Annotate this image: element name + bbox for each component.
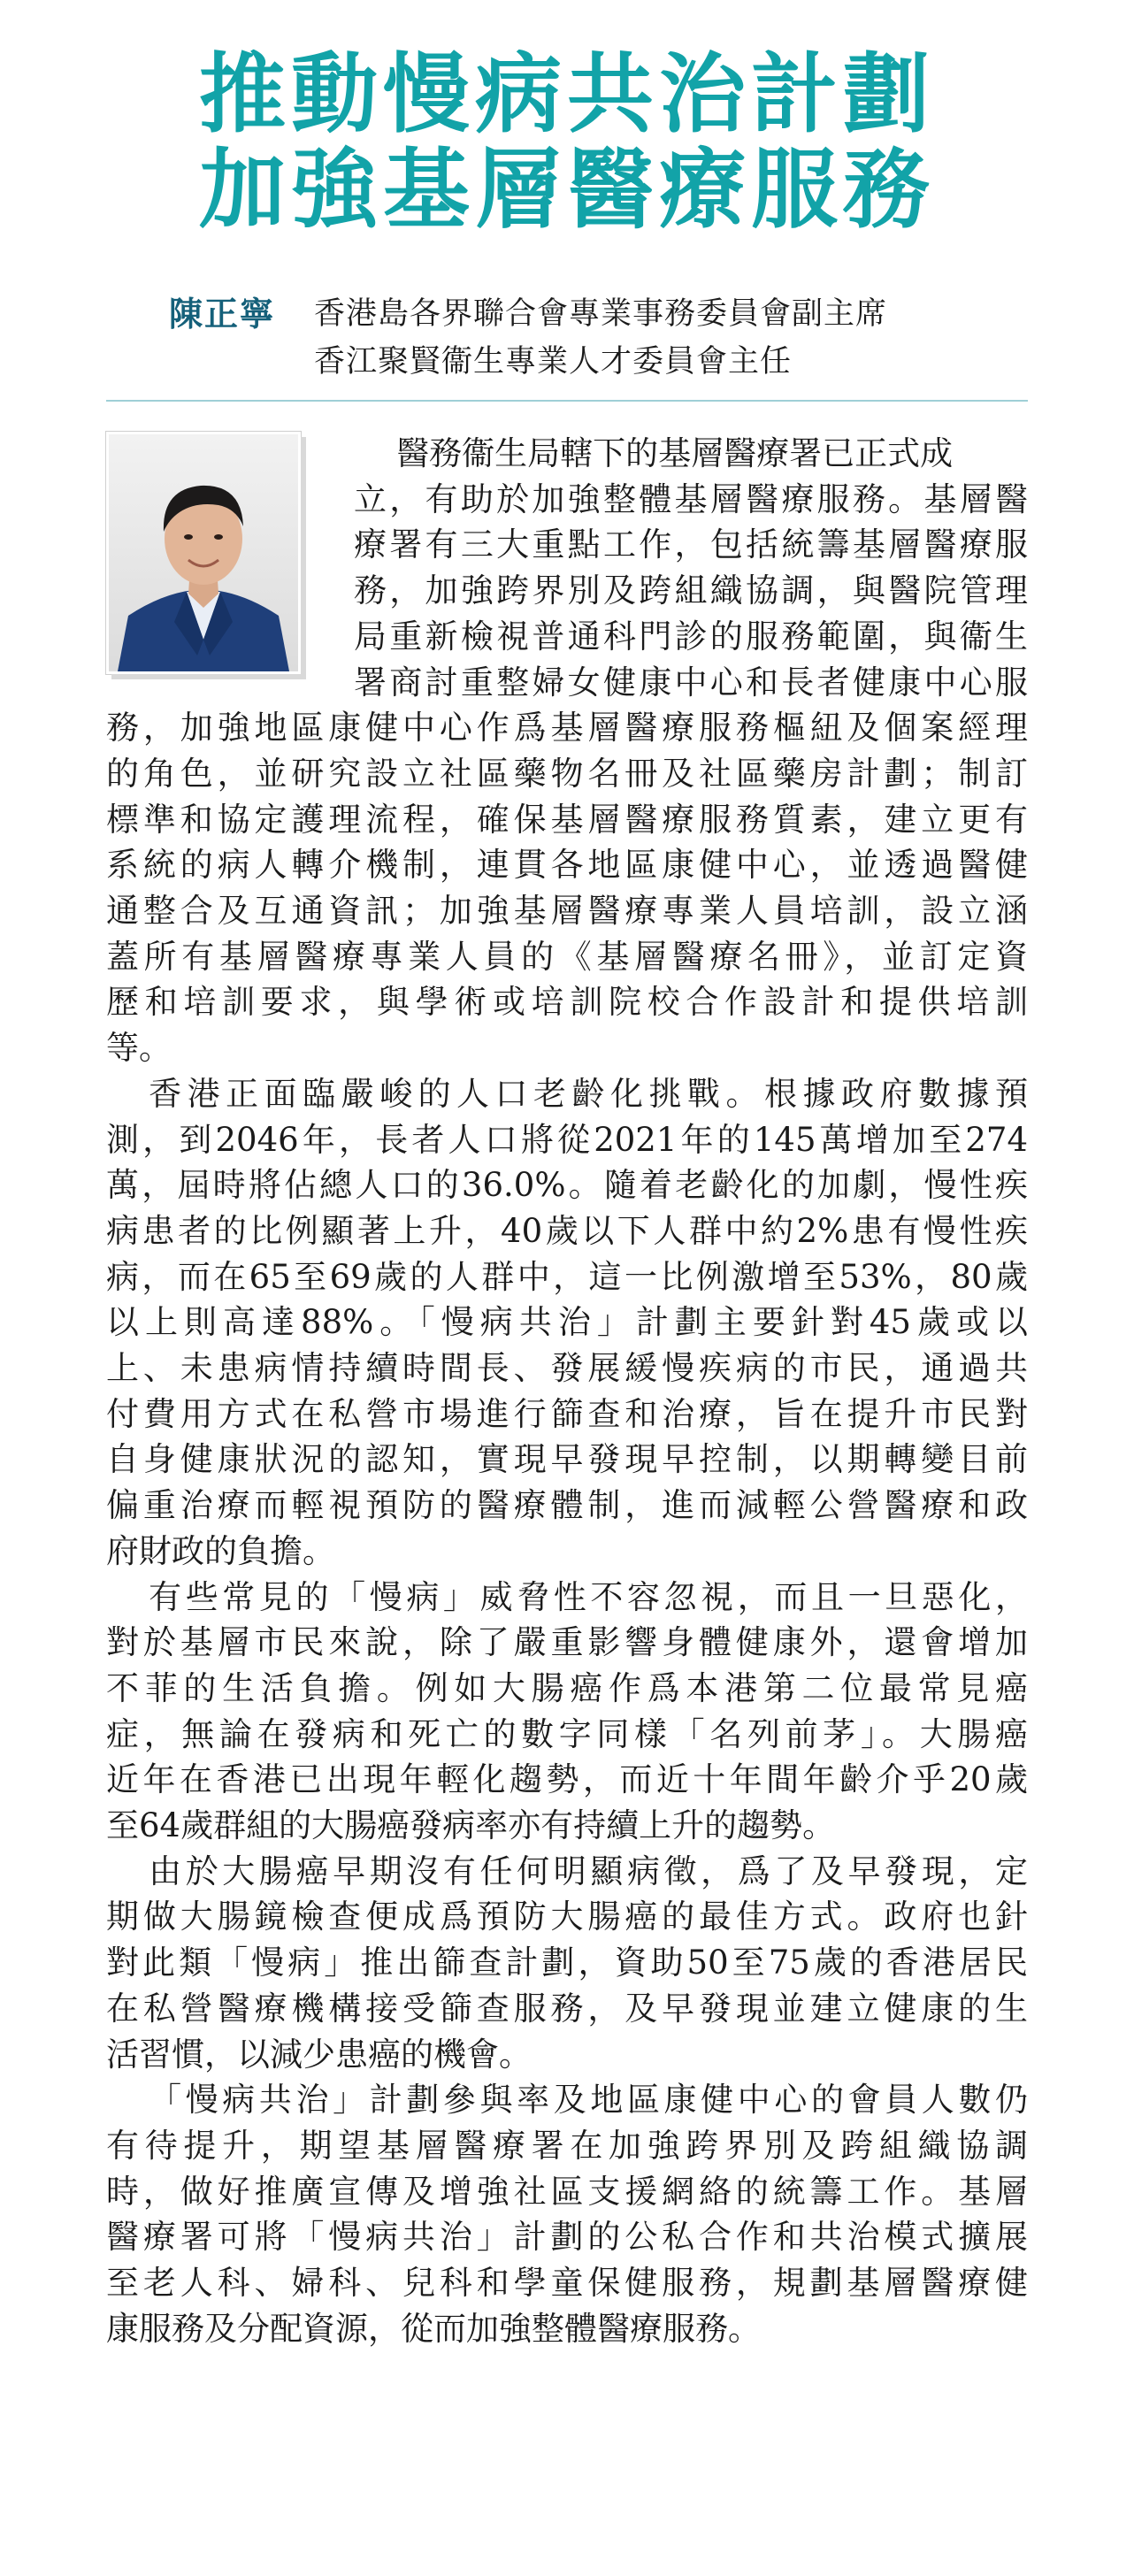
body-line: 測，到2046年，長者人口將從2021年的145萬增加至274: [106, 1120, 1028, 1159]
body-line: 康服務及分配資源，從而加強整體醫療服務。: [106, 2309, 761, 2348]
body-line: 府財政的負擔。: [106, 1531, 335, 1570]
author-name: 陳正寧: [169, 295, 276, 334]
body-line: 由於大腸癌早期沒有任何明顯病徵，爲了及早發現，定: [149, 1852, 1028, 1890]
author-role-1: 香港島各界聯合會專業事務委員會副主席: [314, 296, 888, 332]
headline-line-2: 加強基層醫療服務: [198, 140, 935, 241]
body-line: 萬，屆時將佔總人口的36.0%。隨着老齡化的加劇，慢性疾: [106, 1166, 1028, 1205]
body-line: 療署有三大重點工作，包括統籌基層醫療服: [354, 525, 1028, 564]
author-photo: [106, 432, 301, 674]
body-line: 系統的病人轉介機制，連貫各地區康健中心，並透過醫健: [106, 846, 1028, 885]
body-line: 偏重治療而輕視預防的醫療體制，進而減輕公營醫療和政: [106, 1486, 1028, 1525]
body-line: 蓋所有基層醫療專業人員的《基層醫療名冊》，並訂定資: [106, 937, 1028, 976]
body-line: 有待提升，期望基層醫療署在加強跨界別及跨組織協調: [106, 2126, 1028, 2165]
body-line: 醫務衞生局轄下的基層醫療署已正式成: [396, 434, 954, 472]
body-line: 至老人科、婦科、兒科和學童保健服務，規劃基層醫療健: [106, 2264, 1028, 2302]
body-line: 通整合及互通資訊；加強基層醫療專業人員培訓，設立涵: [106, 892, 1028, 930]
body-line: 等。: [106, 1029, 172, 1068]
body-line: 付費用方式在私營市場進行篩查和治療，旨在提升市民對: [106, 1394, 1028, 1433]
body-line: 在私營醫療機構接受篩查服務，及早發現並建立健康的生: [106, 1989, 1028, 2028]
body-line: 局重新檢視普通科門診的服務範圍，與衞生: [354, 617, 1028, 656]
body-line: 時，做好推廣宣傳及增強社區支援網絡的統籌工作。基層: [106, 2172, 1028, 2211]
body-line: 上、未患病情持續時間長、發展緩慢疾病的市民，通過共: [106, 1349, 1028, 1387]
divider-rule: [106, 400, 1028, 402]
body-line: 標準和協定護理流程，確保基層醫療服務質素，建立更有: [106, 800, 1028, 839]
body-line: 症，無論在發病和死亡的數字同樣「名列前茅」。大腸癌: [106, 1714, 1028, 1753]
body-line: 署商討重整婦女健康中心和長者健康中心服: [354, 663, 1028, 702]
body-line: 的角色，並研究設立社區藥物名冊及社區藥房計劃；制訂: [106, 754, 1028, 793]
body-line: 病患者的比例顯著上升，40歲以下人群中約2%患有慢性疾: [106, 1211, 1028, 1250]
body-line: 不菲的生活負擔。例如大腸癌作爲本港第二位最常見癌: [106, 1668, 1028, 1707]
body-line: 至64歲群組的大腸癌發病率亦有持續上升的趨勢。: [106, 1806, 836, 1844]
body-line: 務，加強跨界別及跨組織協調，與醫院管理: [354, 571, 1028, 610]
body-line: 近年在香港已出現年輕化趨勢，而近十年間年齡介乎20歲: [106, 1760, 1028, 1799]
body-line: 自身健康狀況的認知，實現早發現早控制，以期轉變目前: [106, 1440, 1028, 1479]
body-line: 以上則高達88%。「慢病共治」計劃主要針對45歲或以: [106, 1303, 1028, 1342]
body-line: 活習慣，以減少患癌的機會。: [106, 2035, 532, 2074]
body-line: 立，有助於加強整體基層醫療服務。基層醫: [354, 479, 1028, 518]
body-line: 「慢病共治」計劃參與率及地區康健中心的會員人數仍: [149, 2081, 1028, 2120]
body-line: 期做大腸鏡檢查便成爲預防大腸癌的最佳方式。政府也針: [106, 1898, 1028, 1936]
body-line: 務，加強地區康健中心作爲基層醫療服務樞紐及個案經理: [106, 709, 1028, 748]
body-line: 對於基層市民來說，除了嚴重影響身體健康外，還會增加: [106, 1623, 1028, 1662]
author-role-2: 香江聚賢衞生專業人才委員會主任: [314, 344, 793, 380]
body-line: 醫療署可將「慢病共治」計劃的公私合作和共治模式擴展: [106, 2218, 1028, 2257]
body-line: 有些常見的「慢病」威脅性不容忽視，而且一旦惡化，: [149, 1577, 1028, 1616]
headline-line-1: 推動慢病共治計劃: [198, 44, 935, 145]
body-line: 病，而在65至69歲的人群中，這一比例激增至53%，80歲: [106, 1257, 1028, 1296]
body-line: 對此類「慢病」推出篩查計劃，資助50至75歲的香港居民: [106, 1944, 1028, 1982]
body-line: 歷和培訓要求，與學術或培訓院校合作設計和提供培訓: [106, 983, 1028, 1022]
body-line: 香港正面臨嚴峻的人口老齡化挑戰。根據政府數據預: [149, 1074, 1028, 1113]
